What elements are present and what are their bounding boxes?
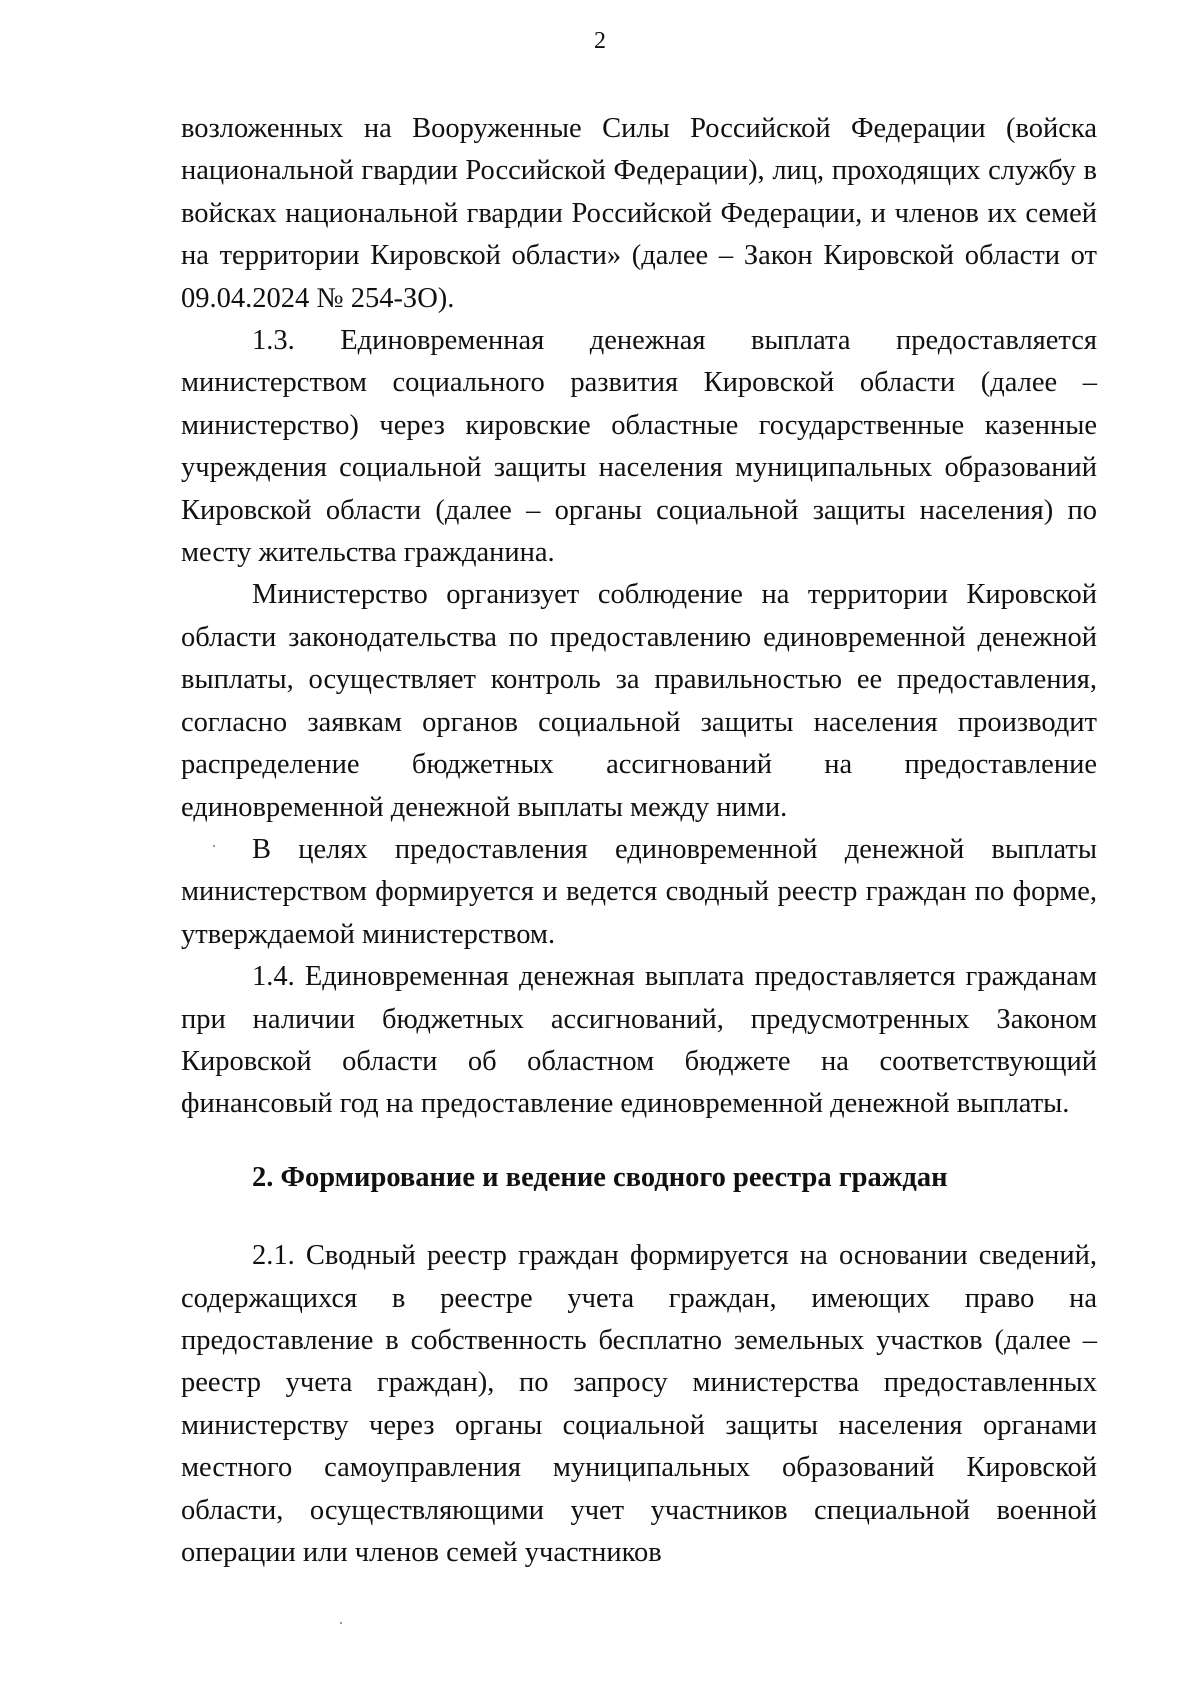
paragraph-registry: В целях предоставления единовременной денежной выплаты министерством формируется и ведется сводный реестр граждан по форме, утверждаемой министерством. bbox=[181, 833, 1097, 950]
scan-speck bbox=[213, 845, 215, 847]
scan-speck bbox=[340, 1622, 342, 1624]
paragraph-1-4: 1.4. Единовременная денежная выплата предоставляется гражданам при наличии бюджетных ассигнований, предусмотренных Законом Кировской области об областном бюджете на соответствующий финансовый год на предоставление единовременной денежной выплаты. bbox=[181, 961, 1097, 1120]
document-body bbox=[181, 108, 1097, 1574]
section-heading: 2. Формирование и ведение сводного реестра граждан bbox=[252, 1161, 948, 1193]
paragraph-1-3: 1.3. Единовременная денежная выплата предоставляется министерством социального развития Кировской области (далее – министерство) через кировские областные государственные казенные учреждения социальной защиты населения муниципальных образований Кировской области (далее – органы социальной защиты населения) по месту жительства гражданина. bbox=[181, 325, 1097, 569]
paragraph-ministry-duties: Министерство организует соблюдение на территории Кировской области законодательства по предоставлению единовременной денежной выплаты, осуществляет контроль за правильностью ее предоставления, согласно заявкам органов социальной защиты населения производит распределение бюджетных ассигнований на предоставление единовременной денежной выплаты между ними. bbox=[181, 579, 1097, 823]
page-number: 2 bbox=[594, 28, 606, 54]
paragraph-continuation: возложенных на Вооруженные Силы Российской Федерации (войска национальной гвардии Российской Федерации), лиц, проходящих службу в войсках национальной гвардии Российской Федерации, и членов их семей на территории Кировской области» (далее – Закон Кировской области от 09.04.2024 № 254-ЗО). bbox=[181, 113, 1097, 314]
paragraph-2-1: 2.1. Сводный реестр граждан формируется на основании сведений, содержащихся в реестре учета граждан, имеющих право на предоставление в собственность бесплатно земельных участков (далее – реестр учета граждан), по запросу министерства предоставленных министерству через органы социальной защиты населения органами местного самоуправления муниципальных образований Кировской области, осуществляющими учет участников специальной военной операции или членов семей участников bbox=[181, 1240, 1097, 1568]
